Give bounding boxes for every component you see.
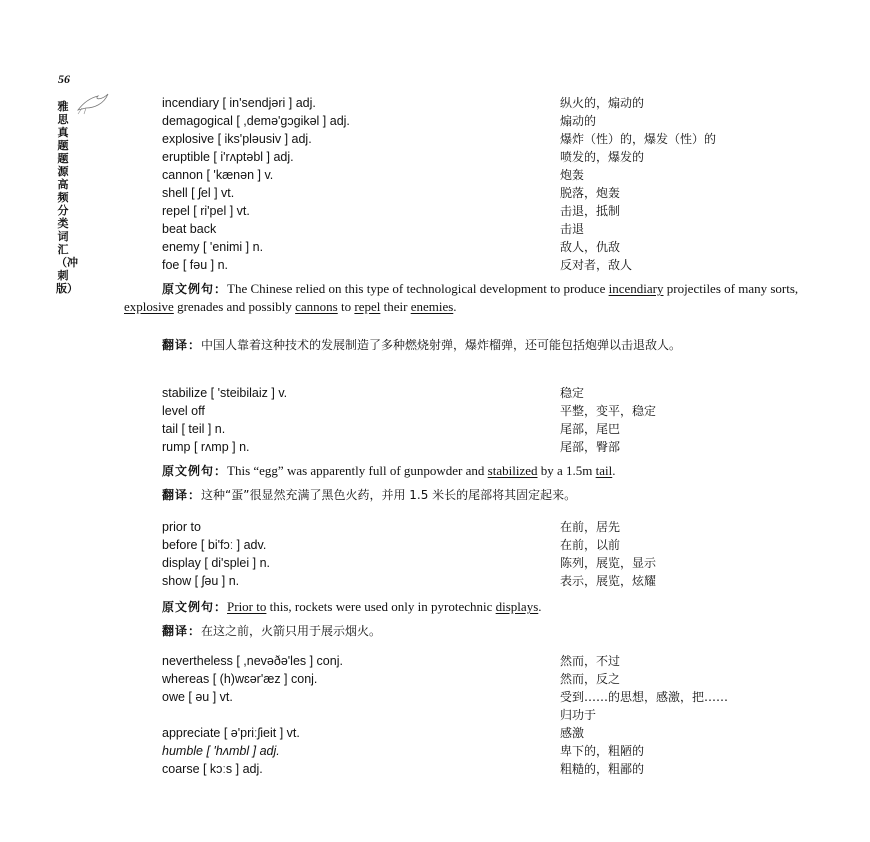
keyword: repel	[354, 299, 381, 314]
word-entry: nevertheless [ ,nevəðə'les ] conj.	[162, 654, 343, 668]
vocab-row	[162, 706, 832, 724]
word-meaning: 稳定	[560, 386, 585, 400]
word-entry: level off	[162, 404, 205, 418]
word-entry: show [ ʃəu ] n.	[162, 574, 240, 588]
word-meaning: 爆炸（性）的，爆发（性）的	[560, 132, 717, 146]
original-label: 原文例句：	[162, 464, 228, 478]
word-entry: before [ bi'fɔː ] adv.	[162, 538, 267, 552]
word-entry: owe [ əu ] vt.	[162, 690, 233, 704]
word-entry	[162, 706, 560, 724]
word-meaning: 击退	[560, 222, 585, 236]
word-meaning: 粗糙的，粗鄙的	[560, 762, 645, 776]
word-meaning: 表示，展览，炫耀	[560, 574, 657, 588]
word-entry: tail [ teil ] n.	[162, 422, 226, 436]
vocab-row	[162, 572, 832, 590]
vocab-list-1	[162, 94, 832, 274]
sentence-text: their	[380, 299, 411, 314]
word-meaning: 陈列，展览，显示	[560, 556, 657, 570]
word-meaning: 在前，以前	[560, 538, 621, 552]
original-sentence-1	[124, 280, 830, 316]
sentence-text: projectiles of many sorts,	[663, 281, 799, 296]
vocab-row	[162, 554, 832, 572]
original-label: 原文例句：	[162, 600, 228, 614]
spine-title: 雅思真题题源高频分类词汇（冲刺版）	[56, 100, 78, 295]
keyword: incendiary	[608, 281, 664, 296]
word-meaning: 卑下的，粗陋的	[560, 744, 645, 758]
vocab-row	[162, 130, 832, 148]
word-entry: foe [ fəu ] n.	[162, 258, 229, 272]
vocab-row	[162, 256, 832, 274]
vocab-row	[162, 402, 832, 420]
translation-2	[124, 486, 830, 504]
keyword: cannons	[295, 299, 338, 314]
word-meaning: 尾部，尾巴	[560, 422, 621, 436]
word-entry: coarse [ kɔːs ] adj.	[162, 762, 263, 776]
word-entry: beat back	[162, 222, 217, 236]
sentence-text: This “egg” was apparently full of gunpowder and	[227, 463, 488, 478]
word-meaning: 归功于	[560, 708, 597, 722]
sentence-text: .	[453, 299, 457, 314]
sentence-text: .	[612, 463, 616, 478]
translation-3	[124, 622, 830, 640]
word-entry: display [ di'splei ] n.	[162, 556, 270, 570]
word-meaning: 平整，变平，稳定	[560, 404, 657, 418]
sentence-text: this, rockets were used only in pyrotechnic	[266, 599, 496, 614]
word-meaning: 煽动的	[560, 114, 597, 128]
keyword: displays	[495, 599, 539, 614]
word-meaning: 脱落，炮轰	[560, 186, 621, 200]
translation-label: 翻译：	[162, 488, 202, 502]
word-entry: whereas [ (h)wɛər'æz ] conj.	[162, 672, 318, 686]
word-meaning: 然而，不过	[560, 654, 621, 668]
keyword: enemies	[410, 299, 454, 314]
vocab-row	[162, 670, 832, 688]
sentence-text: .	[538, 599, 542, 614]
vocab-row	[162, 238, 832, 256]
translation-label: 翻译：	[162, 624, 202, 638]
original-label: 原文例句：	[162, 282, 228, 296]
word-meaning: 炮轰	[560, 168, 585, 182]
word-entry: enemy [ 'enimi ] n.	[162, 240, 264, 254]
vocab-row	[162, 166, 832, 184]
sentence-text: The Chinese relied on this type of technological development to produce	[227, 281, 609, 296]
translation-text: 这种“蛋”很显然充满了黑色火药，并用 1.5 米长的尾部将其固定起来。	[201, 488, 577, 502]
vocab-row	[162, 112, 832, 130]
word-entry: humble [ 'hʌmbl ] adj.	[162, 744, 280, 758]
word-entry: repel [ ri'pel ] vt.	[162, 204, 250, 218]
word-entry: incendiary [ in'sendjəri ] adj.	[162, 96, 316, 110]
vocab-row	[162, 384, 832, 402]
vocab-row	[162, 688, 832, 706]
vocab-row	[162, 148, 832, 166]
vocab-row	[162, 202, 832, 220]
keyword: Prior to	[227, 599, 267, 614]
word-entry: appreciate [ ə'priːʃieit ] vt.	[162, 726, 300, 740]
bird-ornament-icon	[76, 92, 110, 116]
word-entry: eruptible [ i'rʌptəbl ] adj.	[162, 150, 294, 164]
translation-text: 在这之前，火箭只用于展示烟火。	[201, 624, 382, 638]
word-meaning: 然而，反之	[560, 672, 621, 686]
vocab-list-3	[162, 518, 832, 590]
word-entry: shell [ ʃel ] vt.	[162, 186, 235, 200]
word-entry: prior to	[162, 520, 201, 534]
word-entry: stabilize [ 'steibilaiz ] v.	[162, 386, 288, 400]
vocab-row	[162, 220, 832, 238]
word-entry: cannon [ 'kænən ] v.	[162, 168, 274, 182]
keyword: stabilized	[487, 463, 538, 478]
word-entry: rump [ rʌmp ] n.	[162, 440, 250, 454]
vocab-row	[162, 94, 832, 112]
vocab-row	[162, 652, 832, 670]
word-meaning: 感激	[560, 726, 585, 740]
translation-text: 中国人靠着这种技术的发展制造了多种燃烧射弹，爆炸榴弹，还可能包括炮弹以击退敌人。	[201, 338, 682, 352]
original-sentence-3	[124, 598, 830, 616]
page-number: 56	[58, 72, 70, 86]
word-meaning: 尾部，臀部	[560, 440, 621, 454]
word-meaning: 在前，居先	[560, 520, 621, 534]
vocab-row	[162, 536, 832, 554]
vocab-list-4	[162, 652, 832, 778]
vocab-list-2	[162, 384, 832, 456]
word-entry: explosive [ iks'pləusiv ] adj.	[162, 132, 312, 146]
word-meaning: 受到……的思想，感激，把……	[560, 690, 729, 704]
word-meaning: 反对者，敌人	[560, 258, 633, 272]
translation-label: 翻译：	[162, 338, 202, 352]
word-meaning: 喷发的，爆发的	[560, 150, 645, 164]
vocab-row	[162, 724, 832, 742]
word-meaning: 敌人，仇敌	[560, 240, 621, 254]
vocab-row	[162, 518, 832, 536]
original-sentence-2	[124, 462, 830, 480]
vocab-row	[162, 760, 832, 778]
word-meaning: 纵火的，煽动的	[560, 96, 645, 110]
translation-1	[124, 336, 830, 354]
sentence-text: grenades and possibly	[173, 299, 296, 314]
keyword: explosive	[124, 299, 174, 314]
vocab-row	[162, 438, 832, 456]
word-entry: demagogical [ ,demə'gɔgikəl ] adj.	[162, 114, 350, 128]
vocab-row	[162, 184, 832, 202]
sentence-text: to	[337, 299, 355, 314]
keyword: tail	[595, 463, 613, 478]
word-meaning: 击退，抵制	[560, 204, 621, 218]
sentence-text: by a 1.5m	[537, 463, 596, 478]
vocab-row	[162, 420, 832, 438]
vocab-row	[162, 742, 832, 760]
